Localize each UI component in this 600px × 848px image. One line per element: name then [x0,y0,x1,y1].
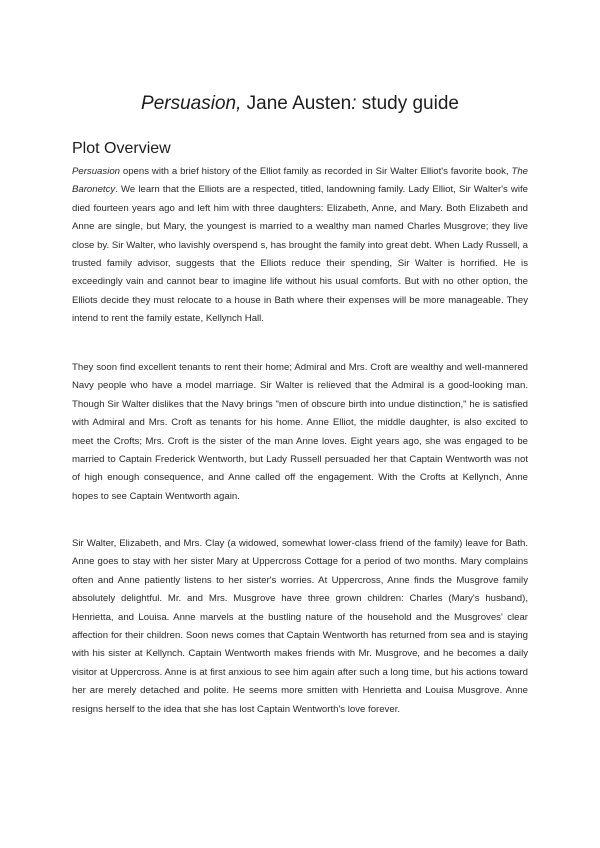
paragraph-1-text-a: opens with a brief history of the Elliot family as recorded in Sir Walter Elliot's favorite book, [120,166,512,177]
document-page [72,0,528,848]
paragraph-1-text-b: . We learn that the Elliots are a respected, titled, landowning family. Lady Elliot, Sir Walter's wife died fourteen years ago and left him with three daughters: Elizabeth, Anne, and Mary. Both Elizabeth and Anne are single, but Mary, the youngest is married to a wealthy man named Charles Musgrove; they live close by. Sir Walter, who lavishly overspend s, has brought the family into great debt. When Lady Russell, a trusted family advisor, suggests that the Elliots reduce their spending, Sir Walter is horrified. He is exceedingly vain and cannot bear to imagine life without his usual comforts. But with no other option, the Elliots decide they must relocate to a house in Bath where their expenses will be more manageable. They intend to rent the family estate, Kellynch Hall. [72,184,528,325]
title-author: Jane Austen [241,93,352,114]
page-title [72,92,528,116]
paragraph-2: They soon find excellent tenants to rent their home; Admiral and Mrs. Croft are wealthy and well-mannered Navy people who have a model marriage. Sir Walter is relieved that the Admiral is a good-looking man. Though Sir Walter dislikes that the Navy brings "men of obscure birth into undue distinction," he is satisfied with Admiral and Mrs. Croft as tenants for his home. Anne Elliot, the middle daughter, is also excited to meet the Crofts; Mrs. Croft is the sister of the man Anne loves. Eight years ago, she was engaged to be married to Captain Frederick Wentworth, but Lady Russell persuaded her that Captain Wentworth was not of high enough consequence, and Anne called off the engagement. With the Crofts at Kellynch, Anne hopes to see Captain Wentworth again. [72,362,528,502]
title-colon: : [351,93,357,114]
paragraph-1-book-italic: The Baronetcy [72,166,528,196]
title-italic: Persuasion, [141,93,242,114]
section-heading: Plot Overview [72,140,171,157]
paragraph-3: Sir Walter, Elizabeth, and Mrs. Clay (a widowed, somewhat lower-class friend of the family) leave for Bath. Anne goes to stay with her sister Mary at Uppercross Cottage for a period of two months. Mary complains often and Anne patiently listens to her sister's worries. At Uppercross, Anne finds the Musgrove family absolutely delightful. Mr. and Mrs. Musgrove have three grown children: Charles (Mary's husband), Henrietta, and Louisa. Anne marvels at the bustling nature of the household and the Musgroves' clear affection for their children. Soon news comes that Captain Wentworth has returned from sea and is staying with his sister at Kellynch. Captain Wentworth makes friends with Mr. Musgrove, and he becomes a daily visitor at Uppercross. Anne is at first anxious to see him again after such a long time, but his actions toward her are merely detached and polite. He seems more smitten with Henrietta and Louisa Musgrove. Anne resigns herself to the idea that she has lost Captain Wentworth's love forever. [72,538,528,715]
paragraph-1-lead-italic: Persuasion [72,166,120,177]
paragraph-1 [72,163,528,329]
title-suffix: study guide [356,93,459,114]
